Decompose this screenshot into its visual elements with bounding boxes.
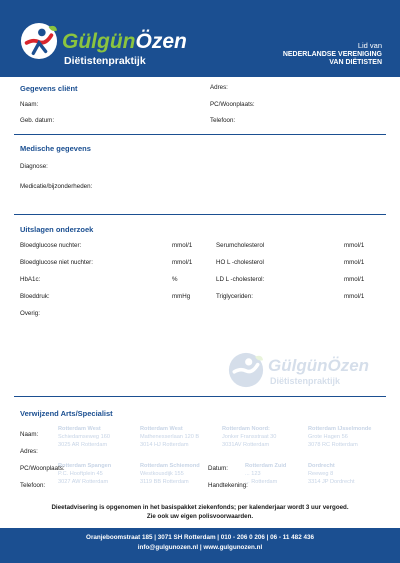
location-city: 3119 BB Rotterdam [140,479,189,486]
location-street: Schiedamseweg 160 [58,434,110,441]
brand-name-part2: Özen [135,30,187,53]
brand-name-part1: Gülgün [62,30,136,53]
divider-3 [14,396,386,397]
location-title: Rotterdam Zuid [245,463,287,469]
member-lid: Lid van [357,41,382,50]
result-right-label: LD L -cholesterol: [216,276,265,283]
watermark-subtitle: Diëtistenpraktijk [270,376,341,386]
location-city: 3314 JP Dordrecht [308,479,355,486]
notice-line2: Zie ook uw eigen polisvoorwaarden. [146,512,254,520]
result-right-unit: mmol/1 [344,293,365,300]
result-right-label: Serumcholesterol [216,242,265,249]
referral-datum-label: Datum: [208,465,228,472]
location-street: P.C. Hooftplein 45 [58,471,103,478]
location-block [245,462,286,487]
result-overig-label: Overig: [20,310,40,317]
location-city: 3031AV Rotterdam [222,442,270,449]
location-block [222,425,276,450]
result-right-unit: mmol/1 [344,259,365,266]
location-title: Rotterdam Noord: [222,426,270,432]
brand-name [62,30,187,54]
result-right-unit: mmol/1 [344,242,365,249]
location-city: 3014 HJ Rotterdam [140,442,189,449]
location-city: 3027 AW Rotterdam [58,479,109,486]
location-title: Rotterdam West [140,426,183,432]
result-left-label: HbA1c: [20,276,41,283]
watermark-brand-name [268,356,369,376]
referral-naam-label: Naam: [20,431,39,438]
location-title: Rotterdam Spangen [58,463,112,469]
header-banner [0,0,400,77]
location-block [308,462,355,487]
referral-adres-label: Adres: [20,448,38,455]
location-street: Jonker Fransstraat 30 [222,434,277,441]
location-title: Dordrecht [308,463,335,469]
watermark-brand-part1: Gülgün [268,356,328,375]
watermark-brand-part2: Özen [327,356,370,375]
location-block [58,462,111,487]
divider-1 [14,134,386,135]
referral-tel-label: Telefoon: [20,482,46,489]
location-city: 3078 RC Rotterdam [308,442,358,449]
section-title-medical: Medische gegevens [20,144,91,153]
footer-contact: info@gulgunozen.nl | www.gulgunozen.nl [137,544,263,551]
location-title: Rotterdam West [58,426,101,432]
membership-block [283,42,382,68]
divider-2 [14,214,386,215]
member-org-line2: VAN DIËTISTEN [329,59,382,66]
footer-address: Oranjeboomstraat 185 | 3071 SH Rotterdam | 010 - 206 0 206 | 06 - 11 482 436 [86,534,314,541]
location-block [58,425,110,450]
medical-diagnose-label: Diagnose: [20,163,48,170]
location-street: Westkousdijk 155 [140,471,184,478]
location-city: 3025 AR Rotterdam [58,442,108,449]
footer-bar [0,528,400,563]
result-left-unit: mmol/1 [172,242,193,249]
result-right-label: Triglyceriden: [216,293,253,300]
result-left-label: Bloeddruk: [20,293,50,300]
location-block [308,425,371,450]
result-left-unit: % [172,276,178,283]
location-title: Rotterdam Schiemond [140,463,200,469]
location-street: Grote Hagen 56 [308,434,348,441]
location-block [140,425,199,450]
location-block [140,462,200,487]
medical-medicatie-label: Medicatie/bijzonderheden: [20,183,93,190]
location-street: Mathenesserlaan 120 B [140,434,200,441]
location-street: Reeweg 8 [308,471,334,478]
location-title: Rotterdam IJsselmonde [308,426,372,432]
watermark-person-icon [228,352,264,388]
watermark-logo [228,350,388,390]
person-logo-icon [20,22,58,60]
notice-line1: Dieetadvisering is opgenomen in het basispakket ziekenfonds; per kalenderjaar wordt 3 uur vergoed. [51,504,349,511]
client-pc-label: PC/Woonplaats: [210,101,255,108]
section-title-results: Uitslagen onderzoek [20,225,94,234]
location-city: ... Rotterdam [245,479,278,486]
client-geb-label: Geb. datum: [20,117,55,124]
result-left-unit: mmHg [172,293,191,300]
section-title-client: Gegevens cliënt [20,84,78,93]
referral-pc-label: PC/Woonplaats: [20,465,65,472]
client-tel-label: Telefoon: [210,117,236,124]
result-left-unit: mmol/1 [172,259,193,266]
result-left-label: Bloedglucose niet nuchter: [20,259,93,266]
result-right-label: HO L -cholesterol [216,259,264,266]
result-left-label: Bloedglucose nuchter: [20,242,82,249]
referral-handtekening-label: Handtekening: [208,482,248,489]
result-right-unit: mmol/1 [344,276,365,283]
brand-subtitle: Diëtistenpraktijk [64,55,146,67]
member-org-line1: NEDERLANDSE VERENIGING [282,50,382,58]
location-street: ... 123 [245,471,261,478]
client-adres-label: Adres: [210,84,228,91]
section-title-referral: Verwijzend Arts/Specialist [20,409,113,418]
insurance-notice [0,504,400,521]
client-naam-label: Naam: [20,101,39,108]
